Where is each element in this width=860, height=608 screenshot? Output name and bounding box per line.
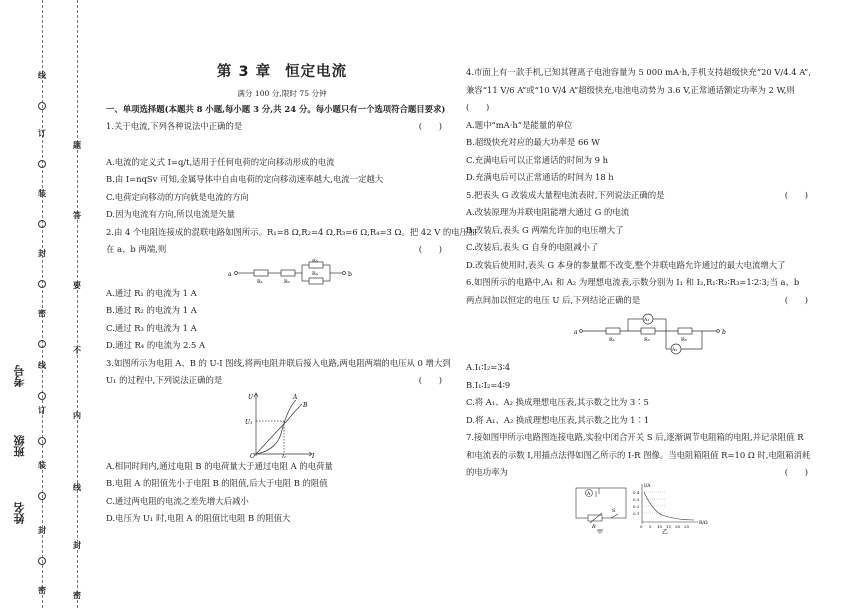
q3-figure-wrap bbox=[106, 390, 458, 458]
q2-point-b: b bbox=[348, 270, 352, 278]
q7-caption-yi: 乙 bbox=[662, 528, 669, 534]
q6-label-r3: R₃ bbox=[681, 337, 687, 343]
seal-line-char: 密 bbox=[38, 585, 46, 595]
q3-i1-label: I₁ bbox=[282, 453, 286, 458]
outer-seal-line bbox=[42, 0, 43, 608]
q7-label-s: S bbox=[612, 507, 616, 514]
seal-line-char: 密 bbox=[38, 308, 46, 318]
q7-xtick-0: 0 bbox=[640, 523, 643, 529]
seal-line-char: 订 bbox=[38, 405, 46, 415]
q7-ytick-2: 0.2 bbox=[633, 503, 640, 509]
q3-curve-b: B bbox=[303, 401, 308, 409]
q2-label-r4: R₄ bbox=[312, 270, 318, 277]
q7-figure-wrap bbox=[466, 482, 824, 534]
q2-option-c[interactable]: C.通过 R₃ 的电流为 1 A bbox=[106, 322, 197, 333]
q3-origin: O bbox=[250, 452, 255, 458]
q7-xtick-5: 25 bbox=[684, 523, 690, 529]
q2-label-r2: R₂ bbox=[284, 278, 290, 285]
question-4-stem-line1: 4.市面上有一款手机,已知其锂离子电池容量为 5 000 mA·h,手机支持超级快充“20 V/4.4 A”, bbox=[466, 67, 811, 77]
q2-label-r3: R₃ bbox=[312, 258, 318, 264]
q7-ytick-0: 0.4 bbox=[633, 489, 640, 495]
q6-option-a[interactable]: A.I₁∶I₂=3∶4 bbox=[466, 362, 511, 372]
binding-hole-icon bbox=[38, 437, 46, 445]
q3-option-c[interactable]: C.通过两电阻的电流之差先增大后减小 bbox=[106, 495, 249, 506]
q6-label-r2: R₂ bbox=[644, 337, 650, 343]
question-7-stem-line3: 的电功率为 ( ) bbox=[466, 467, 808, 477]
q2-figure-wrap bbox=[106, 259, 458, 285]
q1-option-d[interactable]: D.因为电流有方向,所以电流是矢量 bbox=[106, 209, 235, 219]
q7-xtick-3: 15 bbox=[666, 523, 672, 529]
q4-option-c[interactable]: C.充满电后可以正常通话的时间为 9 h bbox=[466, 154, 609, 165]
section-heading: 一、单项选择题(本题共 8 小题,每小题 3 分,共 24 分。每小题只有一个选项符合题目要求) bbox=[106, 103, 446, 114]
question-7-stem-line2: 和电流表的示数 I,用描点法得如图乙所示的 I-R 图像。当电阻箱阻值 R=10 Ω 时,电阻箱消耗 bbox=[466, 449, 811, 460]
seal-notice-char: 要 bbox=[73, 280, 81, 290]
q4-paren: ( ) bbox=[466, 102, 490, 112]
question-3-stem-line2: U₁ 的过程中,下列说法正确的是 ( ) bbox=[106, 375, 442, 385]
question-6-stem-line2: 两点间加以恒定的电压 U 后,下列结论正确的是 ( ) bbox=[466, 294, 808, 305]
q7-xtick-4: 20 bbox=[675, 523, 681, 529]
q7-ammeter-label: A bbox=[587, 491, 591, 497]
q3-option-a[interactable]: A.相同时间内,通过电阻 B 的电荷量大于通过电阻 A 的电荷量 bbox=[106, 460, 333, 471]
q3-option-b[interactable]: B.电阻 A 的阻值先小于电阻 B 的阻值,后大于电阻 B 的阻值 bbox=[106, 478, 328, 488]
q6-ammeter-a2: A₂ bbox=[672, 348, 678, 353]
q1-option-b[interactable]: B.由 I=nqSv 可知,金属导体中自由电荷的定向移动速率越大,电流一定越大 bbox=[106, 174, 384, 184]
chapter-title: 第 3 章 恒定电流 bbox=[216, 64, 348, 80]
seal-notice-char: 题 bbox=[73, 140, 81, 150]
q6-ammeter-a1: A₁ bbox=[644, 318, 650, 323]
seal-line-char: 封 bbox=[38, 248, 46, 258]
exam-info: 满分 100 分,限时 75 分钟 bbox=[237, 88, 327, 98]
q5-option-c[interactable]: C.改装后,表头 G 自身的电阻减小了 bbox=[466, 242, 599, 252]
name-label: 姓名 bbox=[13, 502, 26, 524]
binding-hole-icon bbox=[38, 392, 46, 400]
left-column bbox=[106, 0, 477, 528]
seal-notice-char: 答 bbox=[73, 210, 81, 220]
q7-ytick-1: 0.3 bbox=[633, 496, 640, 502]
seal-line-char: 线 bbox=[38, 70, 46, 80]
q7-label-r: R bbox=[592, 523, 596, 530]
q6-option-d[interactable]: D.将 A₁、A₂ 换成理想电压表,其示数之比为 1∶1 bbox=[466, 414, 650, 425]
seal-notice-char: 封 bbox=[73, 540, 81, 550]
q7-figures bbox=[466, 482, 824, 534]
q2-label-r1: R₁ bbox=[257, 278, 263, 285]
q5-option-d[interactable]: D.改装后使用时,表头 G 本身的参量都不改变,整个并联电路允许通过的最大电流增大了 bbox=[466, 259, 786, 270]
question-3-stem-line1: 3.如图所示为电阻 A、B 的 U-I 图线,将两电阻并联后接入电路,两电阻两端的电压从 0 增大到 bbox=[106, 357, 451, 368]
seal-notice-char: 内 bbox=[73, 410, 81, 420]
q6-option-b[interactable]: B.I₁∶I₂=4∶9 bbox=[466, 379, 511, 390]
seal-line-char: 封 bbox=[38, 525, 46, 535]
q6-circuit-diagram bbox=[466, 309, 824, 359]
seal-notice-char: 不 bbox=[73, 345, 81, 355]
q1-option-c[interactable]: C.电荷定向移动的方向就是电流的方向 bbox=[106, 191, 249, 202]
binding-hole-icon bbox=[38, 102, 46, 110]
q3-axis-u: U bbox=[248, 393, 254, 401]
inner-seal-line bbox=[77, 0, 78, 608]
seal-notice-char: 密 bbox=[73, 590, 81, 600]
question-2-stem-line2: 在 a、b 两端,则 ( ) bbox=[106, 244, 442, 254]
seal-line-char: 装 bbox=[38, 188, 46, 198]
q2-option-b[interactable]: B.通过 R₂ 的电流为 1 A bbox=[106, 305, 197, 315]
question-4-stem-line2: 兼容“11 V/6 A”或“10 V/4 A”超级快充,电池电动势为 3.6 V,正常通话额定功率为 2 W,则 bbox=[466, 84, 795, 95]
q7-xtick-1: 5 bbox=[649, 523, 652, 529]
q4-option-a[interactable]: A.题中“mA·h”是能量的单位 bbox=[466, 119, 573, 130]
q6-point-a: a bbox=[574, 329, 578, 336]
q2-point-a: a bbox=[228, 270, 232, 278]
q7-axis-i: I/A bbox=[644, 483, 651, 489]
q6-option-c[interactable]: C.将 A₁、A₂ 换成理想电压表,其示数之比为 3∶5 bbox=[466, 397, 649, 407]
binding-hole-icon bbox=[38, 160, 46, 168]
q3-option-d[interactable]: D.电压为 U₁ 时,电阻 A 的阻值比电阻 B 的阻值大 bbox=[106, 513, 291, 523]
q7-circuit-jia bbox=[576, 488, 626, 523]
binding-hole-icon bbox=[38, 492, 46, 500]
q3-curve-a: A bbox=[293, 393, 298, 401]
q6-label-r1: R₁ bbox=[609, 337, 615, 343]
binding-hole-icon bbox=[38, 280, 46, 288]
q7-ytick-3: 0.1 bbox=[633, 510, 640, 516]
q3-u1-label: U₁ bbox=[245, 418, 253, 426]
q7-axis-r: R/Ω bbox=[699, 520, 708, 526]
exam-number-label: 考号 bbox=[13, 365, 26, 387]
q3-axis-i: I bbox=[312, 452, 315, 458]
right-column bbox=[466, 64, 824, 534]
q7-graph-yi bbox=[642, 484, 698, 524]
binding-hole-icon bbox=[38, 220, 46, 228]
q5-option-b[interactable]: B.改装后,表头 G 两端允许加的电压增大了 bbox=[466, 224, 624, 235]
q2-option-a[interactable]: A.通过 R₁ 的电流为 1 A bbox=[106, 287, 197, 298]
q5-option-a[interactable]: A.改装原理为并联电阻能增大通过 G 的电流 bbox=[466, 207, 630, 217]
binding-margin bbox=[0, 0, 100, 608]
class-label: 班级 bbox=[13, 435, 26, 457]
q2-option-d[interactable]: D.通过 R₄ 的电流为 2.5 A bbox=[106, 340, 206, 350]
q7-xtick-2: 10 bbox=[657, 523, 663, 529]
question-1-stem: 1.关于电流,下列各种说法中正确的是 ( ) bbox=[106, 121, 442, 131]
q6-point-b: b bbox=[722, 329, 726, 336]
q3-u-i-graph bbox=[106, 390, 458, 458]
seal-line-char: 装 bbox=[38, 460, 46, 470]
seal-line-char: 线 bbox=[38, 360, 46, 370]
binding-hole-icon bbox=[38, 340, 46, 348]
q4-option-d[interactable]: D.充满电后可以正常通话的时间为 18 h bbox=[466, 172, 614, 182]
q2-circuit-diagram bbox=[106, 259, 458, 285]
binding-hole-icon bbox=[38, 557, 46, 565]
question-7-stem-line1: 7.接如图甲所示电路图连接电路,实验中闭合开关 S 后,逐渐调节电阻箱的电阻,并记录阻值 R bbox=[466, 432, 804, 442]
question-6-stem-line1: 6.如图所示的电路中,A₁ 和 A₂ 为理想电流表,示数分别为 I₁ 和 I₂,R₁∶R₂∶R₃=1∶2∶3;当 a、b bbox=[466, 277, 800, 287]
question-5-stem: 5.把表头 G 改装成大量程电流表时,下列说法正确的是 ( ) bbox=[466, 189, 808, 200]
q4-option-b[interactable]: B.超级快充对应的最大功率是 66 W bbox=[466, 137, 600, 147]
q1-option-a[interactable]: A.电流的定义式 I=q/t,适用于任何电荷的定向移动形成的电流 bbox=[106, 156, 335, 167]
seal-notice-char: 线 bbox=[73, 482, 81, 492]
q7-caption-jia: 甲 bbox=[597, 528, 604, 534]
question-2-stem-line1: 2.由 4 个电阻连接成的混联电路如图所示。R₁=8 Ω,R₂=4 Ω,R₃=6 Ω,R₄=3 Ω。把 42 V 的电压加 bbox=[106, 226, 477, 237]
q6-figure-wrap bbox=[466, 309, 824, 359]
seal-line-char: 订 bbox=[38, 128, 46, 138]
